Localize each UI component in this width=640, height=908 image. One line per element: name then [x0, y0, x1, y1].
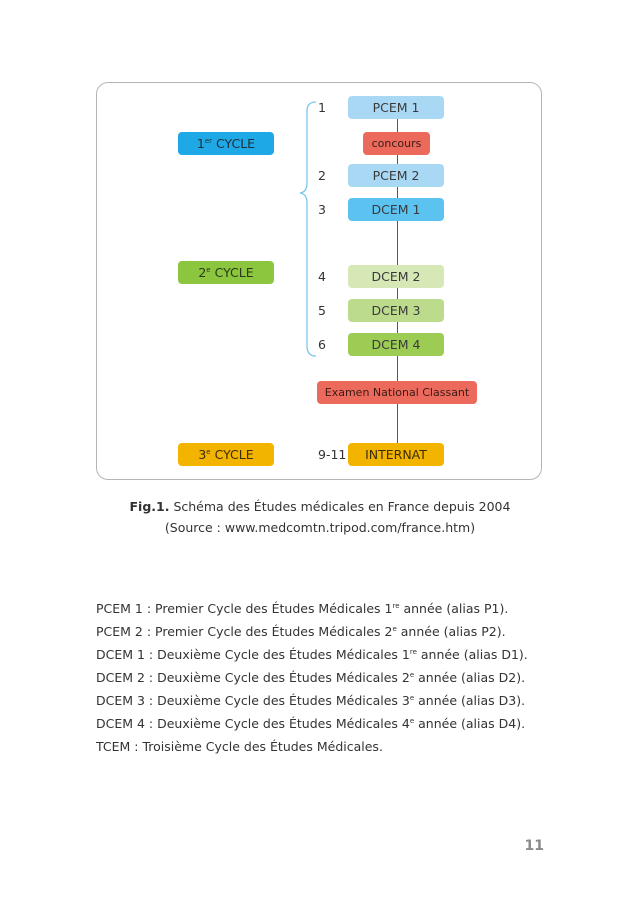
list-item: DCEM 1 : Deuxième Cycle des Études Médicales 1re année (alias D1). [96, 647, 528, 662]
list-item: DCEM 4 : Deuxième Cycle des Études Médicales 4e année (alias D4). [96, 716, 526, 731]
exam-ecn: Examen National Classant [317, 381, 477, 404]
caption-line-1: Fig.1. Schéma des Études médicales en France depuis 2004 [129, 499, 511, 514]
year-5: 5 [318, 303, 326, 318]
page-number: 11 [524, 838, 544, 854]
list-item: PCEM 2 : Premier Cycle des Études Médicales 2e année (alias P2). [96, 624, 506, 639]
year-2: 2 [318, 168, 326, 183]
year-9-11: 9-11 [318, 447, 347, 462]
figure-caption [0, 496, 640, 538]
abbreviation-list [96, 597, 528, 758]
stage-pcem-1: PCEM 1 [348, 96, 444, 119]
year-1: 1 [318, 100, 326, 115]
year-3: 3 [318, 202, 326, 217]
stage-dcem-1: DCEM 1 [348, 198, 444, 221]
cycle-1-label: 1er CYCLE [178, 132, 274, 155]
year-4: 4 [318, 269, 326, 284]
stage-internat: INTERNAT [348, 443, 444, 466]
list-item: DCEM 3 : Deuxième Cycle des Études Médicales 3e année (alias D3). [96, 693, 526, 708]
exam-concours: concours [363, 132, 430, 155]
stage-dcem-3: DCEM 3 [348, 299, 444, 322]
stage-dcem-4: DCEM 4 [348, 333, 444, 356]
stage-dcem-2: DCEM 2 [348, 265, 444, 288]
caption-line-2: (Source : www.medcomtn.tripod.com/france.htm) [164, 520, 476, 535]
cycle-2-label: 2e CYCLE [178, 261, 274, 284]
list-item: PCEM 1 : Premier Cycle des Études Médicales 1re année (alias P1). [96, 601, 509, 616]
stage-pcem-2: PCEM 2 [348, 164, 444, 187]
brace-first-cycle [300, 102, 316, 356]
list-item: TCEM : Troisième Cycle des Études Médicales. [96, 739, 383, 754]
cycle-3-label: 3e CYCLE [178, 443, 274, 466]
list-item: DCEM 2 : Deuxième Cycle des Études Médicales 2e année (alias D2). [96, 670, 526, 685]
caption-label: Fig.1. [129, 499, 170, 514]
year-6: 6 [318, 337, 326, 352]
